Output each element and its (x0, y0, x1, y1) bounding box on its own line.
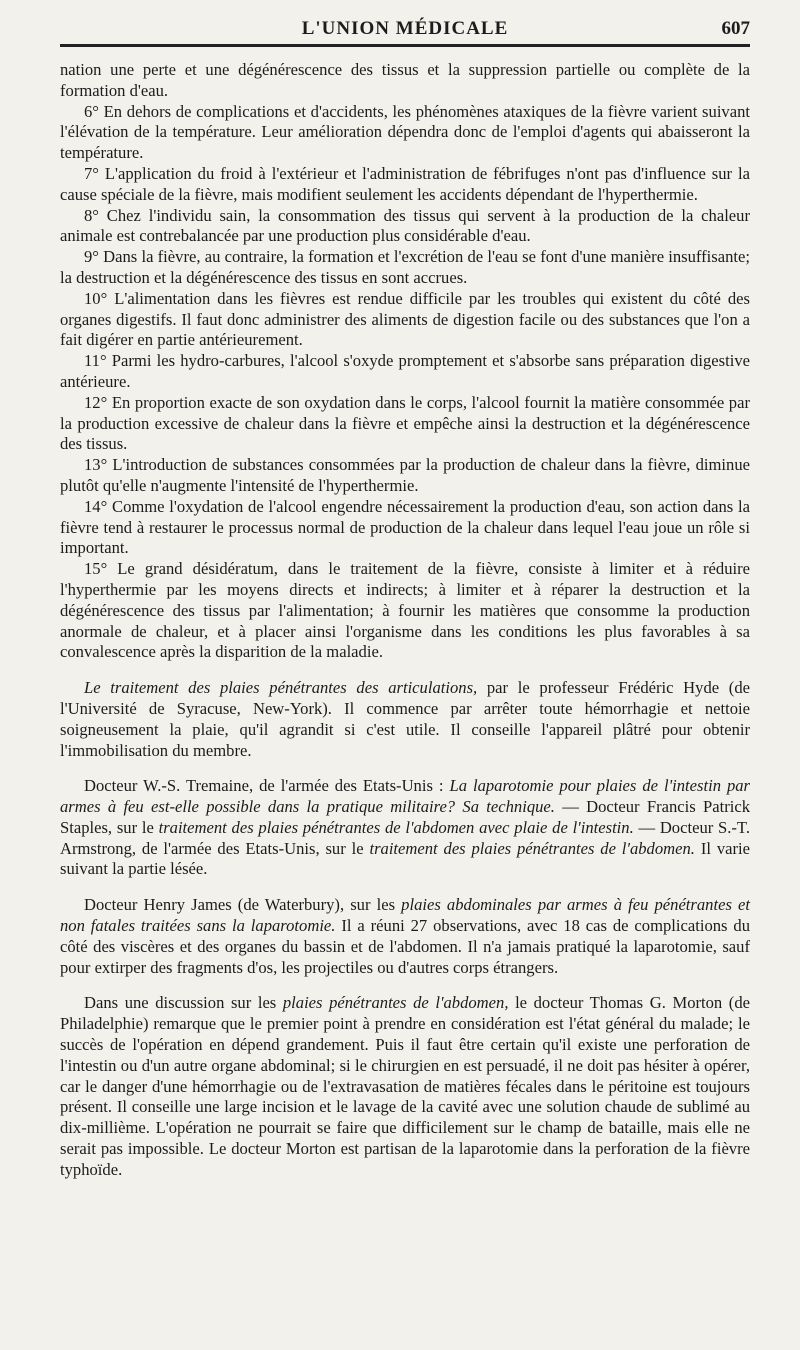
paragraph (60, 678, 750, 761)
italic-run: Le traitement des plaies pénétrantes des articulations, (84, 678, 478, 698)
paragraph: 9° Dans la fièvre, au contraire, la formation et l'excrétion de l'eau se font d'une manière insuffisante; la destruction et la dégénérescence des tissus en sont accrues. (60, 247, 750, 287)
text-run: par le professeur Frédéric Hyde (de l'Université de Syracuse, New-York). Il commence par arrêter toute hémorrhagie et nettoie soigneusement la plaie, qu'il agrandit si c'est utile. Il conseille l'appareil plâtré pour obtenir l'immobilisation du membre. (60, 678, 750, 760)
italic-run: La laparotomie pour plaies de l'intestin par armes à feu est-elle possible dans la pratique militaire? Sa technique. (60, 776, 751, 817)
paragraph-gap (60, 663, 750, 678)
paragraph: 10° L'alimentation dans les fièvres est rendue difficile par les troubles qui existent du côté des organes digestifs. Il faut donc administrer des aliments de digestion facile ou des substances que l'on a fait digérer en partie antérieurement. (60, 288, 750, 350)
italic-run: traitement des plaies pénétrantes de l'abdomen. (369, 838, 695, 858)
paragraph: 12° En proportion exacte de son oxydation dans le corps, l'alcool fournit la matière consommée par la production excessive de chaleur dans la fièvre et empêche ainsi la destruction et la dégénérescence des tissus. (60, 392, 750, 454)
page-header (60, 14, 750, 44)
header-rule (60, 44, 750, 47)
paragraph: 11° Parmi les hydro-carbures, l'alcool s'oxyde promptement et s'absorbe sans préparation digestive antérieure. (60, 351, 750, 391)
running-title: L'UNION MÉDICALE (301, 18, 509, 39)
paragraph-gap (60, 880, 750, 895)
text-run: Il varie suivant la partie lésée. (60, 838, 750, 879)
article-body (60, 60, 750, 1181)
paragraph (60, 895, 750, 978)
text-run: — Docteur S.-T. Armstrong, de l'armée des Etats-Unis, sur le (60, 817, 750, 858)
paragraph: 8° Chez l'individu sain, la consommation des tissus qui servent à la production de la chaleur animale est contrebalancée par une production plus considérable d'eau. (60, 205, 750, 246)
text-run: le docteur Thomas G. Morton (de Philadelphie) remarque que le premier point à prendre en considération est l'état général du malade; le succès de l'opération en dépend grandement. Puis il faut être certain qu'il existe une perforation de l'intestin ou d'un autre organe abdominal; si le chirurgien en est persuadé, il ne doit pas hésiter à opérer, car le danger d'une hémorrhagie ou de l'extravasation de matières fécales dans le péritoine est toujours présent. Il conseille une large incision et le lavage de la cavité avec une solution chaude de sublimé au dix-millième. L'opération ne pourrait se faire que difficilement sur le champ de bataille, mais elle ne serait pas impossible. Le docteur Morton est partisan de la laparotomie dans la perforation de la fièvre typhoïde. (60, 993, 750, 1179)
paragraph: 7° L'application du froid à l'extérieur et l'administration de fébrifuges n'ont pas d'influence sur la cause spéciale de la fièvre, mais modifient seulement les accidents dépendant de l'hyperthermie. (60, 163, 750, 204)
paragraph: 13° L'introduction de substances consommées par la production de chaleur dans la fièvre, diminue plutôt qu'elle n'augmente l'intensité de l'hyperthermie. (60, 455, 750, 495)
paragraph-gap (60, 978, 750, 993)
paragraph (60, 776, 750, 880)
paragraph (60, 993, 750, 1180)
italic-run: plaies pénétrantes de l'abdomen, (282, 993, 509, 1013)
paragraph: 14° Comme l'oxydation de l'alcool engendre nécessairement la production d'eau, son action dans la fièvre tend à restaurer le processus normal de production de la chaleur dans lequel l'eau joue un rôle si important. (60, 496, 750, 558)
paragraph: nation une perte et une dégénérescence des tissus et la suppression partielle ou complète de la formation d'eau. (60, 60, 750, 100)
text-run: Docteur W.-S. Tremaine, de l'armée des Etats-Unis : (84, 776, 450, 796)
text-run: — Docteur Francis Patrick Staples, sur le (60, 797, 751, 837)
paragraph-gap (60, 761, 750, 776)
text-run: Dans une discussion sur les (84, 993, 283, 1013)
text-run: Docteur Henry James (de Waterbury), sur les (84, 895, 402, 915)
italic-run: traitement des plaies pénétrantes de l'abdomen avec plaie de l'intestin. (158, 817, 634, 837)
italic-run: plaies abdominales par armes à feu pénétrantes et non fatales traitées sans la laparotomie. (60, 895, 750, 936)
page-number: 607 (721, 18, 750, 39)
paragraph: 15° Le grand désidératum, dans le traitement de la fièvre, consiste à limiter et à réduire l'hyperthermie par les moyens directs et indirects; à limiter et à réparer la destruction et la dégénérescence des tissus par l'alimentation; à fournir les matières que consomme la production anormale de chaleur, et à placer ainsi l'organisme dans les conditions les plus favorables à sa convalescence après la disparition de la maladie. (60, 559, 750, 662)
paragraph: 6° En dehors de complications et d'accidents, les phénomènes ataxiques de la fièvre varient suivant l'élévation de la température. Leur amélioration dépendra donc de l'emploi d'agents qui abaisseront la température. (60, 101, 750, 163)
text-run: Il a réuni 27 observations, avec 18 cas de complications du côté des viscères et des organes du bassin et de l'abdomen. Il n'a jamais pratiqué la laparotomie, sauf pour extirper des fragments d'os, les projectiles ou d'autres corps étrangers. (60, 916, 750, 977)
